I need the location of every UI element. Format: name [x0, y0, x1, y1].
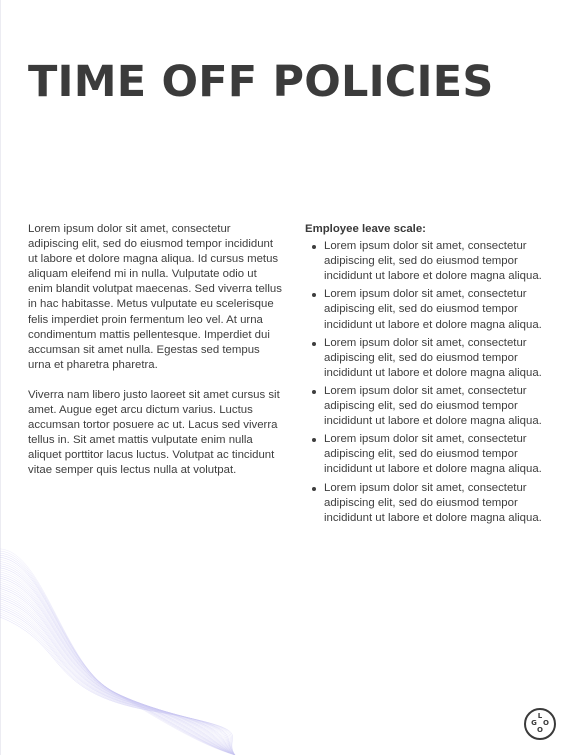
- list-item-text: Lorem ipsum dolor sit amet, consectetur adipiscing elit, sed do eiusmod tempor incididunt ut labore et dolore magna aliqua.: [324, 481, 542, 524]
- bullet-icon: [312, 245, 316, 249]
- wave-line: [0, 608, 235, 755]
- bullet-icon: [312, 438, 316, 442]
- wave-line: [0, 590, 235, 755]
- bullet-icon: [312, 390, 316, 394]
- wave-line: [0, 559, 235, 755]
- logo-circle-icon: [524, 708, 556, 740]
- list-item: [305, 239, 555, 284]
- left-column: [28, 222, 282, 494]
- wave-line: [0, 585, 235, 755]
- wave-line: [0, 596, 235, 755]
- wave-lines-icon: [0, 540, 240, 755]
- list-item: [305, 287, 555, 332]
- list-item-text: Lorem ipsum dolor sit amet, consectetur adipiscing elit, sed do eiusmod tempor incididunt ut labore et dolore magna aliqua.: [324, 433, 542, 476]
- logo-letter: L: [537, 712, 543, 720]
- list-item: [305, 432, 555, 477]
- bullet-icon: [312, 293, 316, 297]
- page-title: TIME OFF POLICIES: [28, 57, 494, 107]
- logo-letter: O: [543, 719, 549, 727]
- leave-scale-list: [305, 239, 555, 526]
- list-item: [305, 336, 555, 381]
- list-item-text: Lorem ipsum dolor sit amet, consectetur adipiscing elit, sed do eiusmod tempor incididunt ut labore et dolore magna aliqua.: [324, 240, 542, 283]
- wave-line: [0, 577, 235, 755]
- list-item: [305, 384, 555, 429]
- wave-line: [0, 581, 235, 755]
- logo-letter: O: [537, 726, 543, 734]
- leave-scale-heading: Employee leave scale:: [305, 223, 426, 235]
- logo-letter: G: [531, 719, 537, 727]
- list-item-text: Lorem ipsum dolor sit amet, consectetur adipiscing elit, sed do eiusmod tempor incididunt ut labore et dolore magna aliqua.: [324, 384, 542, 428]
- list-item: [305, 481, 555, 526]
- right-column: [305, 222, 555, 529]
- bullet-icon: [312, 342, 316, 346]
- list-item-text: Lorem ipsum dolor sit amet, consectetur adipiscing elit, sed do eiusmod tempor incididunt ut labore et dolore magna aliqua.: [324, 336, 542, 379]
- bullet-icon: [312, 487, 316, 491]
- list-item-text: Lorem ipsum dolor sit amet, consectetur adipiscing elit, sed do eiusmod tempor incididunt ut labore et dolore magna aliqua.: [324, 288, 542, 331]
- body-paragraph-1: Lorem ipsum dolor sit amet, consectetur adipiscing elit, sed do eiusmod tempor incididunt ut labore et dolore magna aliqua. Id cursus metus aliquam eleifend mi in nulla. Vulputate odio ut enim blandit volutpat maecenas. Sed viverra tellus in hac habitasse. Metus vulputate eu scelerisque felis imperdiet proin fermentum leo vel. At urna condimentum mattis pellentesque. Imperdiet dui accumsan sit amet nulla. Egestas sed tempus urna et pharetra pharetra.: [28, 223, 282, 371]
- wave-line: [0, 583, 235, 755]
- body-paragraph-2: Viverra nam libero justo laoreet sit amet cursus sit amet. Augue eget arcu dictum varius. Luctus accumsan tortor posuere ac ut. Lacus sed viverra tellus in. Sit amet mattis vulputate enim nulla aliquet porttitor lacus luctus. Volutpat ac tincidunt vitae semper quis lectus nulla at volutpat.: [28, 388, 280, 477]
